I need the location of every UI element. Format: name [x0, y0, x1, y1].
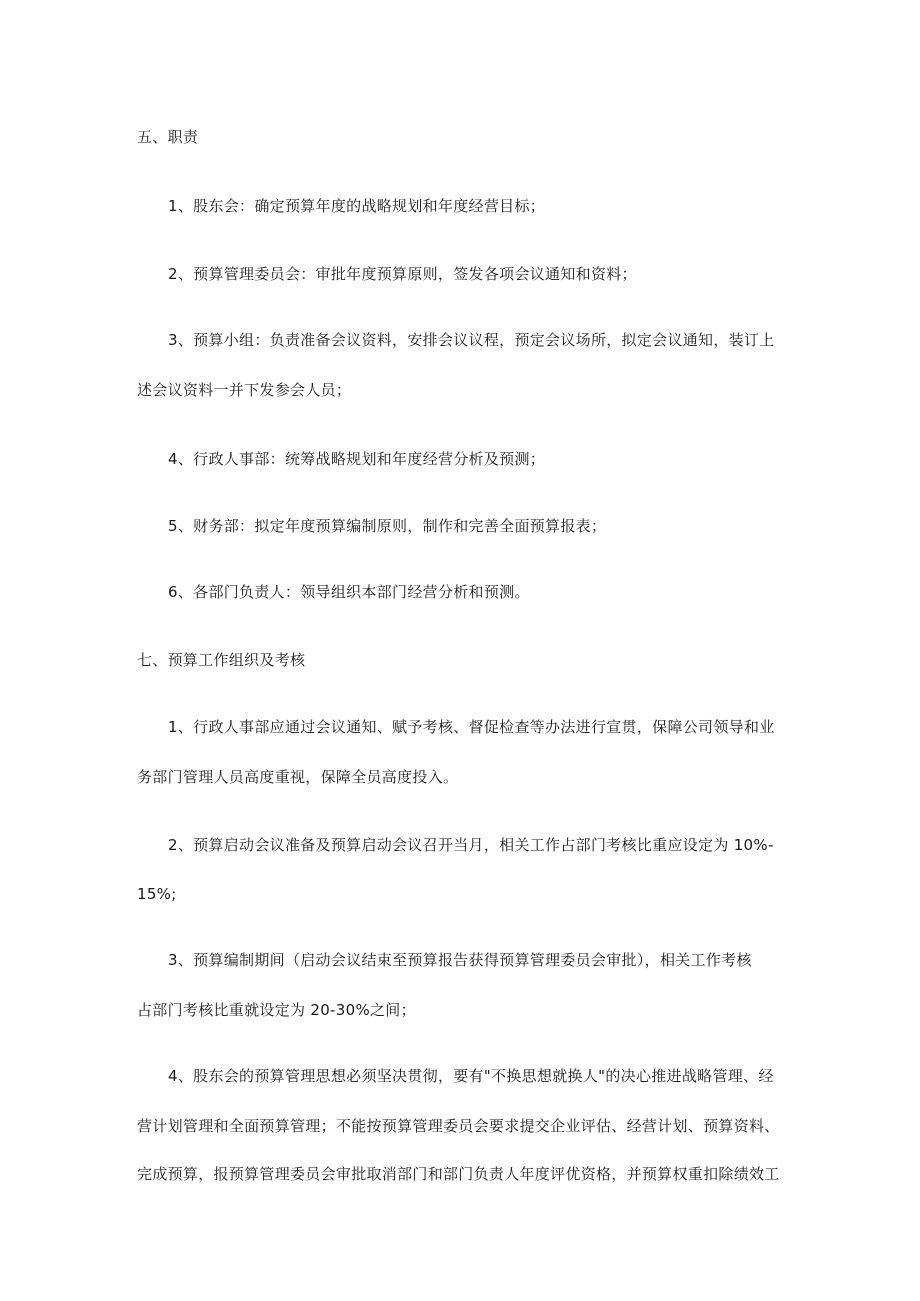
section-7-item-2: 2、预算启动会议准备及预算启动会议召开当月，相关工作占部门考核比重应设定为 10%-: [168, 836, 774, 854]
section-5-heading: 五、职责: [137, 128, 199, 146]
section-7-item-1: 1、行政人事部应通过会议通知、赋予考核、督促检查等办法进行宣贯，保障公司领导和业: [168, 718, 775, 736]
section-5-item-6: 6、各部门负责人：领导组织本部门经营分析和预测。: [168, 583, 530, 601]
section-7-item-1-continued: 务部门管理人员高度重视，保障全员高度投入。: [137, 768, 459, 786]
section-7-item-4-line-3: 完成预算，报预算管理委员会审批取消部门和部门负责人年度评优资格，并预算权重扣除绩效工: [137, 1165, 780, 1183]
section-7-item-3: 3、预算编制期间（启动会议结束至预算报告获得预算管理委员会审批），相关工作考核: [168, 951, 752, 969]
section-5-item-3-continued: 述会议资料一并下发参会人员；: [137, 381, 352, 399]
section-7-item-2-continued: 15%;: [137, 885, 177, 903]
section-7-item-3-continued: 占部门考核比重就设定为 20-30%之间；: [137, 1001, 416, 1019]
section-5-item-3: 3、预算小组：负责准备会议资料，安排会议议程，预定会议场所，拟定会议通知，装订上: [168, 331, 775, 349]
section-7-item-4-line-2: 营计划管理和全面预算管理；不能按预算管理委员会要求提交企业评估、经营计划、预算资料、: [137, 1117, 780, 1135]
section-7-heading: 七、预算工作组织及考核: [137, 651, 306, 669]
section-5-item-1: 1、股东会：确定预算年度的战略规划和年度经营目标；: [168, 197, 546, 215]
section-5-item-5: 5、财务部：拟定年度预算编制原则，制作和完善全面预算报表；: [168, 517, 607, 535]
section-5-item-2: 2、预算管理委员会：审批年度预算原则，签发各项会议通知和资料；: [168, 265, 637, 283]
section-5-item-4: 4、行政人事部：统筹战略规划和年度经营分析及预测；: [168, 450, 546, 468]
section-7-item-4: 4、股东会的预算管理思想必须坚决贯彻，要有"不换思想就换人"的决心推进战略管理、经: [168, 1067, 774, 1085]
